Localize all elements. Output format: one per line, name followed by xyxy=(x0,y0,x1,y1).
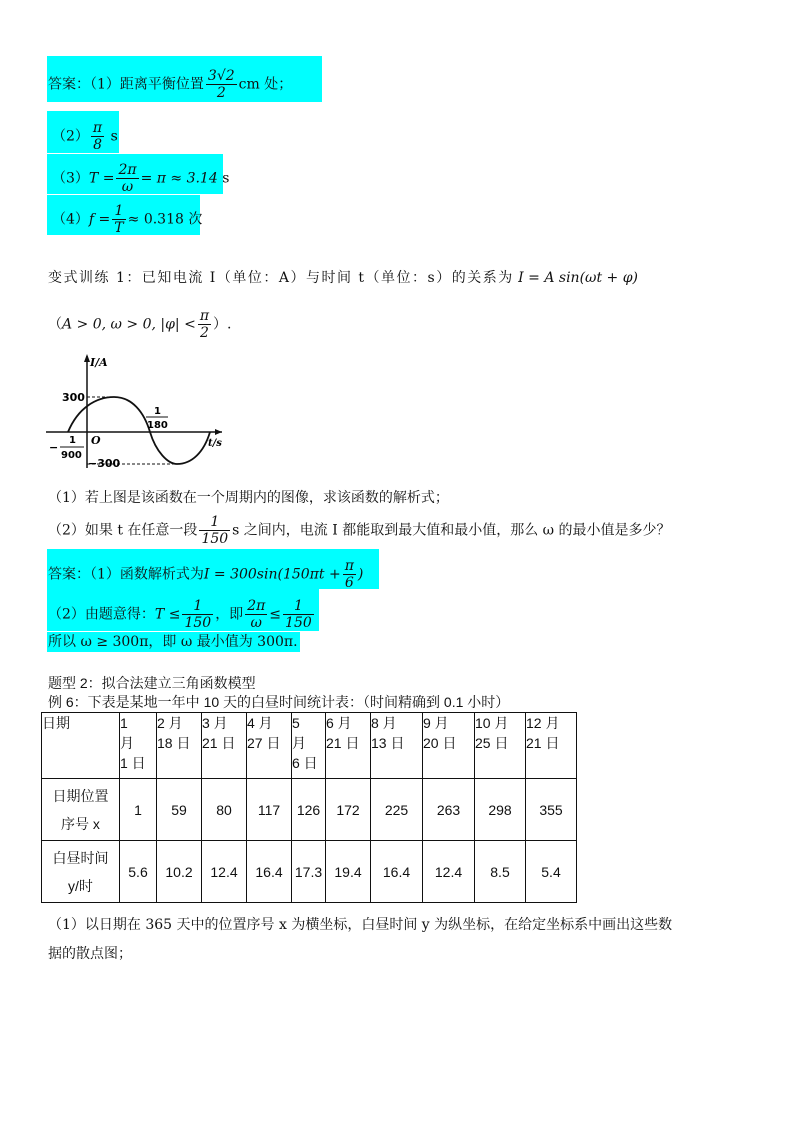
answer1-line1: 答案：（1）距离平衡位置 $\frac{3√2}{2}$ cm 处； xyxy=(48,68,293,101)
sine-curve xyxy=(68,397,210,464)
table-cell: 2 月 18 日 xyxy=(157,713,202,779)
x-right-den: 180 xyxy=(147,420,168,431)
table-cell: 59 xyxy=(157,779,202,841)
table-cell: 8 月 13 日 xyxy=(371,713,423,779)
fraction: $\frac{2\pi}{\omega}$ xyxy=(118,162,137,195)
table-cell: 12 月 21 日 xyxy=(526,713,577,779)
table-cell: 126 xyxy=(292,779,326,841)
table-cell: 日期 xyxy=(42,713,120,779)
fraction: $\frac{\pi}{8}$ xyxy=(92,120,103,153)
origin-label: O xyxy=(91,434,101,447)
fraction: $\frac{2\pi}{\omega}$ xyxy=(247,598,266,631)
answer2-line2: （2）由题意得：T ≤ $\frac{1}{150}$ ，即 $\frac{2\pi}{\omega}$ ≤ $\frac{1}{150}$ xyxy=(48,598,312,631)
daylight-table xyxy=(41,712,577,903)
fraction: $\frac{3√2}{2}$ xyxy=(207,68,235,101)
table-cell: 80 xyxy=(202,779,247,841)
x-left-den: 900 xyxy=(61,450,82,461)
x-axis-arrow xyxy=(215,429,222,435)
fraction: $\frac{1}{150}$ xyxy=(184,598,212,631)
fraction: $\frac{\pi}{6}$ xyxy=(344,558,354,591)
fraction: $\frac{\pi}{2}$ xyxy=(199,308,210,341)
table-row xyxy=(42,713,577,779)
table-cell: 16.4 xyxy=(371,841,423,903)
table-cell: 172 xyxy=(326,779,371,841)
exercise-q2: （2）如果 t 在任意一段 $\frac{1}{150}$ s 之间内，电流 I 都能取到最大值和最小值，那么 ω 的最小值是多少？ xyxy=(48,514,671,547)
fraction: $\frac{1}{150}$ xyxy=(285,598,312,631)
table-cell: 5.6 xyxy=(120,841,157,903)
section-title: 题型 2：拟合法建立三角函数模型 xyxy=(48,675,256,691)
table-cell: 225 xyxy=(371,779,423,841)
table-cell: 19.4 xyxy=(326,841,371,903)
fraction: $\frac{1}{T}$ xyxy=(114,203,124,236)
table-cell: 12.4 xyxy=(423,841,475,903)
fraction: $\frac{1}{150}$ xyxy=(201,514,229,547)
table-cell: 9 月 20 日 xyxy=(423,713,475,779)
question-line1: （1）以日期在 365 天中的位置序号 x 为横坐标，白昼时间 y 为纵坐标，在给定坐标系中画出这些数 xyxy=(48,917,673,933)
table-cell: 日期位置 序号 x xyxy=(42,779,120,841)
table-cell: 10 月 25 日 xyxy=(475,713,526,779)
table-cell: 10.2 xyxy=(157,841,202,903)
table-cell: 298 xyxy=(475,779,526,841)
x-right-num: 1 xyxy=(154,406,161,417)
table-cell: 1 xyxy=(120,779,157,841)
table-cell: 17.3 xyxy=(292,841,326,903)
example-text: 例 6：下表是某地一年中 10 天的白昼时间统计表：（时间精确到 0.1 小时） xyxy=(48,694,510,710)
table-cell: 5 月 6 日 xyxy=(292,713,326,779)
table-cell: 6 月 21 日 xyxy=(326,713,371,779)
question-line2: 据的散点图； xyxy=(48,946,132,962)
answer1-line3: （3）T = $\frac{2\pi}{\omega}$ = π ≈ 3.14 s xyxy=(52,162,230,195)
table-cell: 117 xyxy=(247,779,292,841)
x-left-sign: − xyxy=(49,441,59,454)
y-max-label: 300 xyxy=(62,391,85,404)
y-axis-label: I/A xyxy=(90,356,108,369)
table-cell: 8.5 xyxy=(475,841,526,903)
exercise-q1: （1）若上图是该函数在一个周期内的图像，求该函数的解析式； xyxy=(48,490,449,506)
table-cell: 12.4 xyxy=(202,841,247,903)
table-cell: 355 xyxy=(526,779,577,841)
table-cell: 白昼时间 y/时 xyxy=(42,841,120,903)
x-axis-label: t/s xyxy=(208,438,222,449)
answer2-line1: 答案：（1）函数解析式为I = 300sin(150πt + $\frac{\pi}{6}$ ) xyxy=(48,558,364,591)
table-cell: 16.4 xyxy=(247,841,292,903)
answer1-line4: （4）f = $\frac{1}{T}$ ≈ 0.318 次 xyxy=(52,203,203,236)
y-min-label: −300 xyxy=(88,457,121,470)
exercise-line1: 变式训练 1：已知电流 I（单位：A）与时间 t（单位：s）的关系为 I = A sin(ωt + φ) xyxy=(48,270,638,286)
table-row xyxy=(42,841,577,903)
current-graph xyxy=(44,352,224,470)
answer2-line3: 所以 ω ≥ 300π，即 ω 最小值为 300π. xyxy=(48,634,298,650)
x-left-num: 1 xyxy=(69,435,76,446)
table-cell: 3 月 21 日 xyxy=(202,713,247,779)
table-row xyxy=(42,779,577,841)
table-cell: 1 月 1 日 xyxy=(120,713,157,779)
answer1-line2: （2） $\frac{\pi}{8}$ s xyxy=(52,120,118,153)
exercise-line2: （A > 0, ω > 0, |φ| < $\frac{\pi}{2}$ ）. xyxy=(48,308,232,341)
table-cell: 4 月 27 日 xyxy=(247,713,292,779)
table-cell: 5.4 xyxy=(526,841,577,903)
table-cell: 263 xyxy=(423,779,475,841)
